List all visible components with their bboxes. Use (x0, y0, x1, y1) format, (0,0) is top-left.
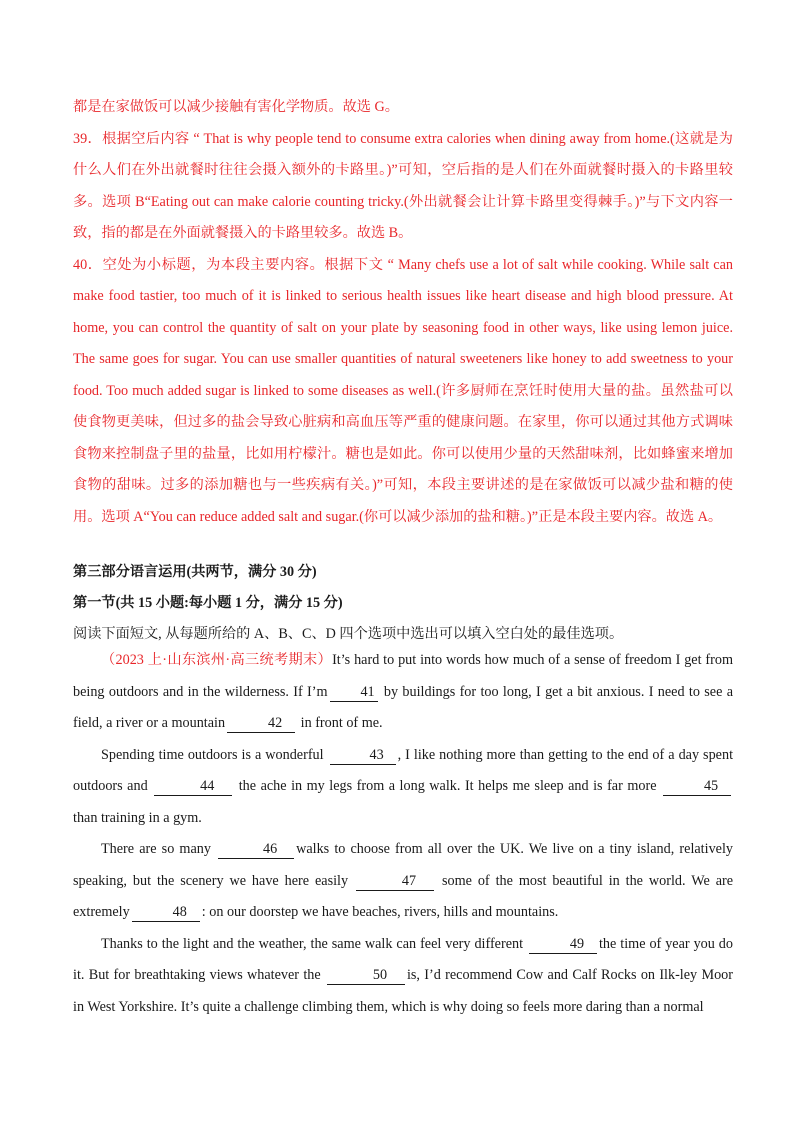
text: walks to choose from all over the UK. We live on a tiny island, relatively speaking, but the scenery we have here easily (73, 841, 733, 889)
answer-39: 39．根据空后内容 “ That is why people tend to consume extra calories when dining away from home.(这就是为什么人们在外出就餐时往往会摄入额外的卡路里。)”可知，空后指的是人们在外面就餐时摄入的卡路里较多。选项 B“Eating out can make calorie counting tricky.(外出就餐会让计算卡路里变得棘手。)”与下文内容一致，指的都是在外面就餐摄入的卡路里较多。故选 B。 (73, 130, 733, 241)
blank-44[interactable]: 44 (154, 778, 232, 796)
text: Thanks to the light and the weather, the same walk can feel very different (101, 935, 524, 952)
text: than training in a gym. (73, 809, 202, 826)
blank-47[interactable]: 47 (356, 873, 434, 891)
text: in front of me. (300, 715, 383, 731)
cloze-passage (73, 645, 733, 1023)
section-header (73, 557, 733, 650)
text: , I like nothing more than getting to the end of a day spent outdoors and (73, 746, 734, 794)
text: There are so many (101, 841, 211, 857)
text: some of the most beautiful in the world. We are extremely (73, 872, 734, 920)
answer-38-tail: 都是在家做饭可以减少接触有害化学物质。故选 G。 (73, 99, 399, 115)
text: the time of year you do it. But for breathtaking views whatever the (73, 935, 733, 983)
paragraph-4 (73, 929, 733, 1024)
answer-explanations (73, 92, 733, 533)
blank-50[interactable]: 50 (327, 967, 405, 985)
blank-49[interactable]: 49 (529, 936, 597, 954)
text: the ache in my legs from a long walk. It helps me sleep and is far more (238, 778, 657, 794)
paragraph-3 (73, 834, 733, 929)
blank-41[interactable]: 41 (330, 684, 378, 702)
paragraph-1 (73, 645, 733, 740)
source-tag: （2023 上·山东滨州·高三统考期末） (101, 652, 333, 668)
part-title: 第三部分语言运用(共两节，满分 30 分) (73, 564, 317, 580)
section-subtitle: 第一节(共 15 小题:每小题 1 分，满分 15 分) (73, 595, 343, 611)
blank-45[interactable]: 45 (663, 778, 731, 796)
paragraph-2 (73, 740, 733, 835)
text: by buildings for too long, I get a bit anxious. I need to see a field, a river or a mountain (73, 683, 734, 731)
answer-40: 40．空处为小标题，为本段主要内容。根据下文 “ Many chefs use a lot of salt while cooking. While salt can make food tastier, too much of it is linked to serious health issues like heart disease and high blood pressure. At home, you can control the quantity of salt on your plate by seasoning food in other ways, like using lemon juice. The same goes for sugar. You can use smaller quantities of natural sweeteners like honey to add sweetness to your food. Too much added sugar is linked to some diseases as well.(许多厨师在烹饪时使用大量的盐。虽然盐可以使食物更美味，但过多的盐会导致心脏病和高血压等严重的健康问题。在家里，你可以通过其他方式调味食物来控制盘子里的盐量，比如用柠檬汁。糖也是如此。你可以使用少量的天然甜味剂，比如蜂蜜来增加食物的甜味。过多的添加糖也与一些疾病有关。)”可知，本段主要讲述的是在家做饭可以减少盐和糖的使用。选项 A“You can reduce added salt and sugar.(你可以减少添加的盐和糖。)”正是本段主要内容。故选 A。 (73, 256, 733, 525)
instructions: 阅读下面短文, 从每题所给的 A、B、C、D 四个选项中选出可以填入空白处的最佳选项。 (73, 626, 624, 642)
blank-42[interactable]: 42 (227, 715, 295, 733)
blank-48[interactable]: 48 (132, 904, 200, 922)
text: It’s hard to put into words how much of a sense of freedom I get from being outdoors and in the wilderness. If I’m (73, 652, 733, 700)
blank-43[interactable]: 43 (330, 747, 396, 765)
blank-46[interactable]: 46 (218, 841, 294, 859)
text: is, I’d recommend Cow and Calf Rocks on Ilk-ley Moor in West Yorkshire. It’s quite a challenge climbing them, which is why doing so feels more daring than a normal (73, 967, 733, 1015)
text: Spending time outdoors is a wonderful (101, 746, 324, 763)
text: : on our doorstep we have beaches, rivers, hills and mountains. (201, 904, 559, 920)
